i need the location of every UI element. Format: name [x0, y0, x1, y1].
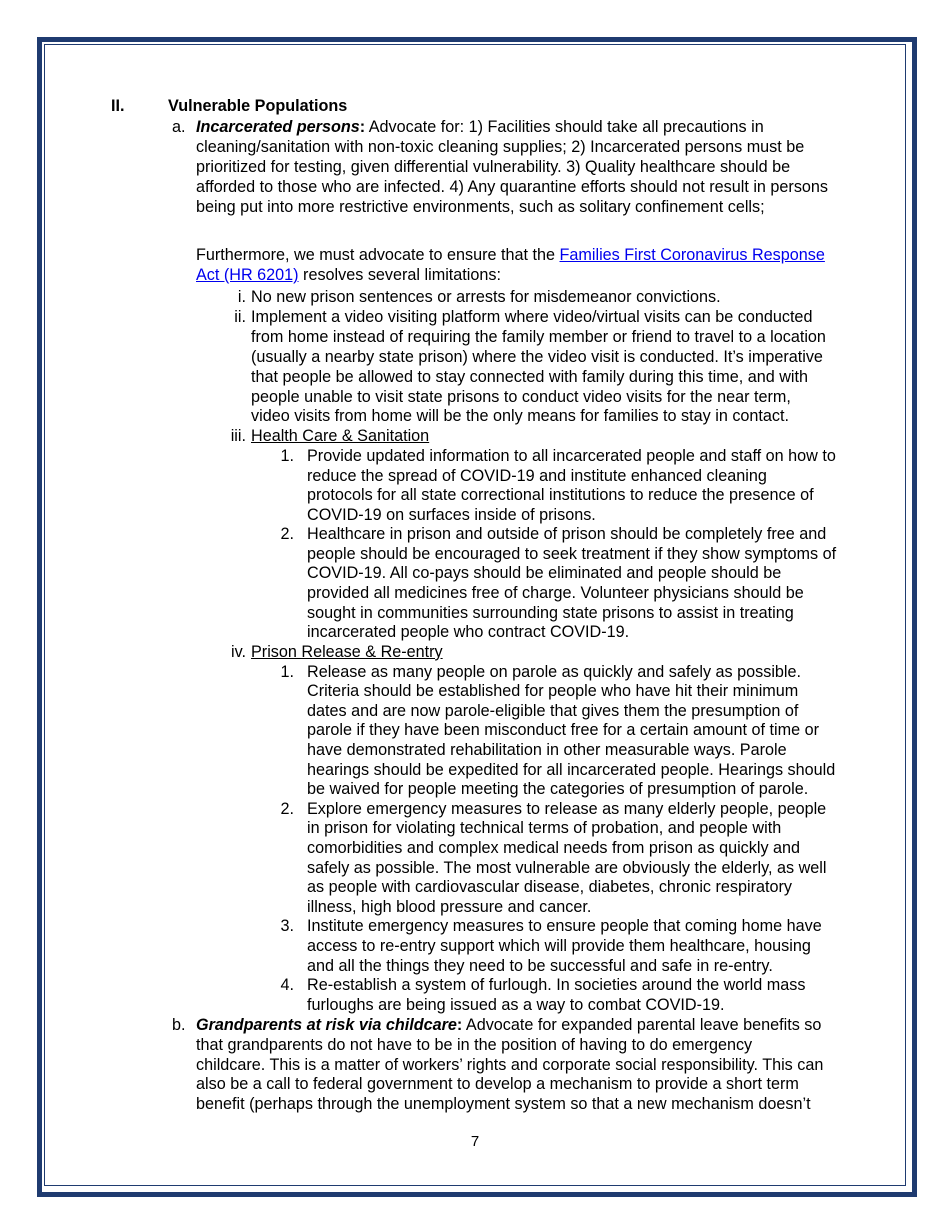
iv-1-text: be waived for people meeting the categories of presumption of parole.	[307, 780, 809, 798]
families-first-act-link-cont[interactable]: Act (HR 6201)	[196, 266, 299, 284]
iv-3-marker: 3.	[280, 917, 294, 935]
iii-2-text: provided all medicines free of charge. Volunteer physicians should be	[307, 584, 804, 602]
iii-2-marker: 2.	[280, 525, 294, 543]
furthermore-line-2	[196, 266, 501, 286]
iv-2-text: as people with cardiovascular disease, diabetes, chronic respiratory	[307, 878, 792, 896]
item-a-first-line	[196, 118, 764, 138]
iv-1-marker: 1.	[280, 663, 294, 681]
roman-iv-marker: iv.	[231, 643, 246, 661]
iv-1-text: parole if they have been misconduct free for a certain amount of time or	[307, 721, 819, 739]
section-numeral: II.	[111, 97, 125, 115]
roman-ii-text: from home instead of requiring the family member or friend to travel to a location	[251, 328, 826, 346]
iv-1-text: Release as many people on parole as quickly and safely as possible.	[307, 663, 802, 681]
item-b-text-line: Advocate for expanded parental leave benefits so	[462, 1016, 822, 1034]
iv-4-text: furloughs are being issued as a way to combat COVID-19.	[307, 996, 725, 1014]
item-b-first-line	[196, 1016, 821, 1036]
iii-1-text: reduce the spread of COVID-19 and institute enhanced cleaning	[307, 467, 767, 485]
iv-2-text: illness, high blood pressure and cancer.	[307, 898, 592, 916]
iv-2-text: in prison for violating technical terms of probation, and people with	[307, 819, 782, 837]
item-a-label: Incarcerated persons	[196, 118, 360, 136]
item-b-marker: b.	[172, 1016, 186, 1034]
iv-1-text: dates and are now parole-eligible that gives them the presumption of	[307, 702, 799, 720]
iv-3-text: Institute emergency measures to ensure people that coming home have	[307, 917, 822, 935]
iv-2-text: safely as possible. The most vulnerable are obviously the elderly, as well	[307, 859, 827, 877]
item-a-text-line: afforded to those who are infected. 4) Any quarantine efforts should not result in persons	[196, 178, 829, 196]
item-b-text-line: that grandparents do not have to be in the position of having to do emergency	[196, 1036, 753, 1054]
item-a-text-line: prioritized for testing, given differential vulnerability. 3) Quality healthcare should be	[196, 158, 791, 176]
furthermore-text: Furthermore, we must advocate to ensure that the	[196, 246, 560, 264]
item-a-text-line: Advocate for: 1) Facilities should take all precautions in	[365, 118, 764, 136]
item-b-text-line: childcare. This is a matter of workers’ rights and corporate social responsibility. This can	[196, 1056, 824, 1074]
roman-i-text: No new prison sentences or arrests for misdemeanor convictions.	[251, 288, 721, 306]
iv-3-text: and all the things they need to be successful and safe in re-entry.	[307, 957, 773, 975]
item-a-marker: a.	[172, 118, 186, 136]
roman-iv-heading: Prison Release & Re-entry	[251, 643, 443, 661]
iii-2-text: COVID-19. All co-pays should be eliminated and people should be	[307, 564, 782, 582]
iii-1-text: COVID-19 on surfaces inside of prisons.	[307, 506, 596, 524]
section-title: Vulnerable Populations	[168, 97, 348, 115]
roman-ii-text: (usually a nearby state prison) where the video visit is conducted. It’s imperative	[251, 348, 823, 366]
iii-2-text: Healthcare in prison and outside of prison should be completely free and	[307, 525, 827, 543]
iii-2-text: incarcerated people who contract COVID-19.	[307, 623, 630, 641]
iii-2-text: sought in communities surrounding state prisons to assist in treating	[307, 604, 794, 622]
iv-2-marker: 2.	[280, 800, 294, 818]
roman-iii-marker: iii.	[230, 427, 246, 445]
iv-4-text: Re-establish a system of furlough. In societies around the world mass	[307, 976, 806, 994]
item-b-label: Grandparents at risk via childcare	[196, 1016, 457, 1034]
roman-ii-text: video visits from home will be the only means for families to stay in contact.	[251, 407, 790, 425]
iv-2-text: Explore emergency measures to release as many elderly people, people	[307, 800, 827, 818]
iii-1-text: protocols for all state correctional institutions to reduce the presence of	[307, 486, 814, 504]
item-a-colon: :	[359, 118, 366, 136]
item-b-text-line: benefit (perhaps through the unemployment system so that a new mechanism doesn’t	[196, 1095, 811, 1113]
iii-2-text: people should be encouraged to seek treatment if they show symptoms of	[307, 545, 837, 563]
iv-3-text: access to re-entry support which will provide them healthcare, housing	[307, 937, 811, 955]
roman-iii-heading: Health Care & Sanitation	[251, 427, 430, 445]
item-a-text-line: being put into more restrictive environments, such as solitary confinement cells;	[196, 198, 765, 216]
item-a-text-line: cleaning/sanitation with non-toxic cleaning supplies; 2) Incarcerated persons must be	[196, 138, 805, 156]
after-link-text: resolves several limitations:	[298, 266, 501, 284]
iv-2-text: comorbidities and complex medical needs from prison as quickly and	[307, 839, 801, 857]
iv-1-text: hearings should be expedited for all incarcerated people. Hearings should	[307, 761, 836, 779]
roman-ii-marker: ii.	[234, 308, 246, 326]
roman-ii-text: Implement a video visiting platform where video/virtual visits can be conducted	[251, 308, 813, 326]
families-first-act-link[interactable]: Families First Coronavirus Response	[559, 246, 825, 264]
iv-4-marker: 4.	[280, 976, 294, 994]
iii-1-marker: 1.	[280, 447, 294, 465]
item-b-colon: :	[456, 1016, 463, 1034]
item-b-text-line: also be a call to federal government to develop a mechanism to provide a short term	[196, 1075, 799, 1093]
roman-ii-text: people unable to visit state prisons to conduct video visits for the near term,	[251, 388, 791, 406]
iv-1-text: Criteria should be established for people who have hit their minimum	[307, 682, 799, 700]
roman-i-marker: i.	[237, 288, 246, 306]
roman-ii-text: that people be allowed to stay connected with family during this time, and with	[251, 368, 808, 386]
iv-1-text: have demonstrated rehabilitation in other measurable ways. Parole	[307, 741, 787, 759]
furthermore-line	[196, 246, 825, 266]
iii-1-text: Provide updated information to all incarcerated people and staff on how to	[307, 447, 836, 465]
page-number: 7	[470, 1133, 480, 1150]
